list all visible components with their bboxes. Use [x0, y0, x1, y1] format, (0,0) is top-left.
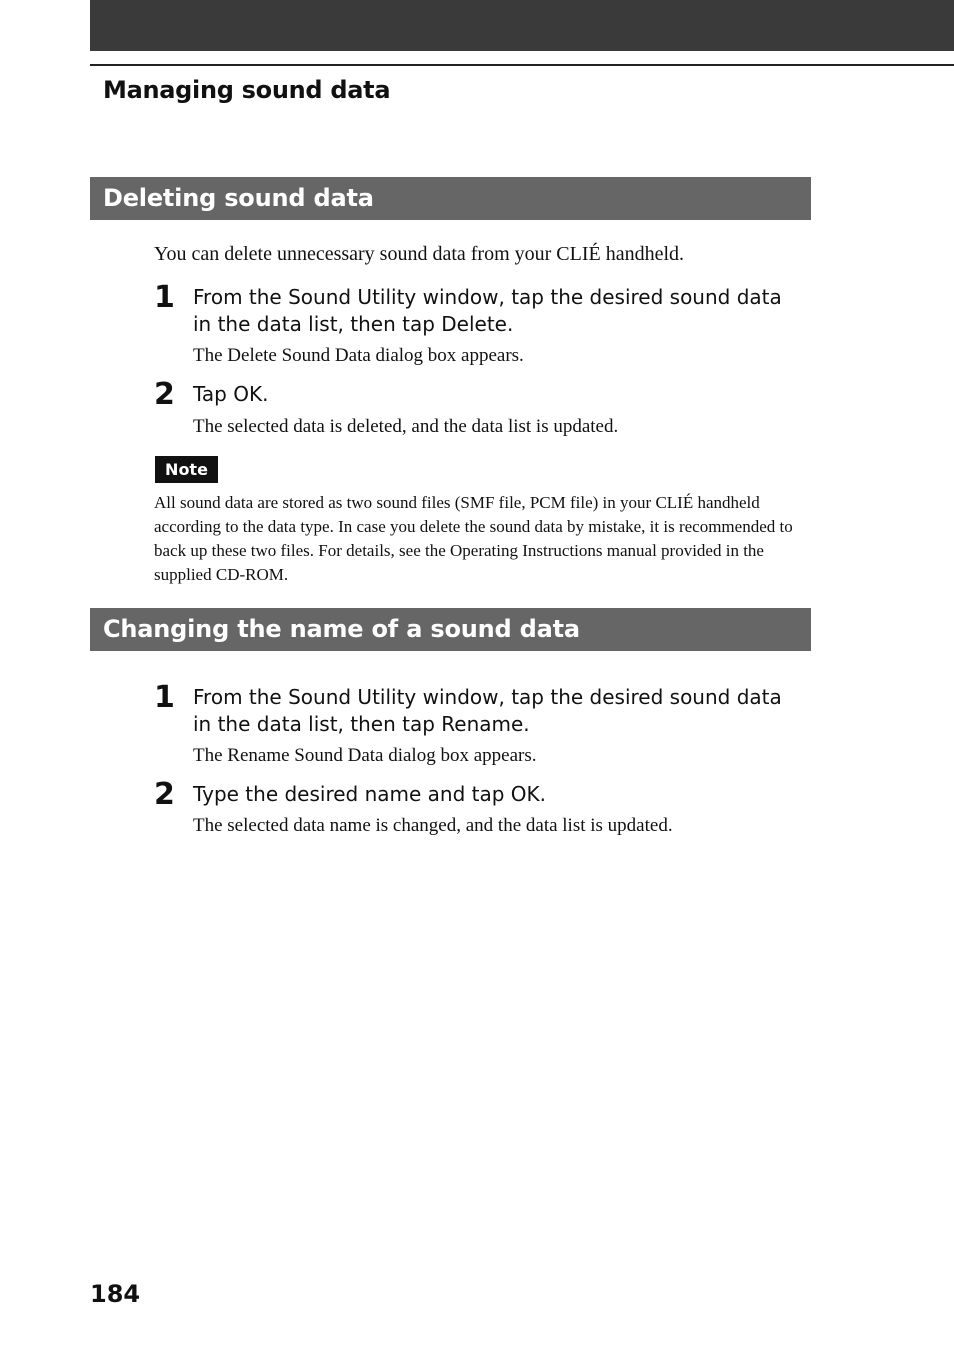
- step-number: 2: [154, 777, 175, 812]
- step-instruction: From the Sound Utility window, tap the desired sound data in the data list, then tap Rename.: [193, 685, 782, 736]
- header-rule: [90, 64, 954, 66]
- chapter-title: Managing sound data: [103, 76, 391, 104]
- page-number: 184: [90, 1280, 141, 1308]
- note-text: All sound data are stored as two sound files (SMF file, PCM file) in your CLIÉ handheld according to the data type. In case you delete the sound data by mistake, it is recommended to back up these two files. For details, see the Operating Instructions manual provided in the supplied CD-ROM.: [154, 493, 793, 584]
- note-badge: Note: [155, 456, 218, 483]
- step-result: The Delete Sound Data dialog box appears.: [193, 345, 524, 366]
- header-bar: [90, 0, 954, 51]
- step-number: 2: [154, 377, 175, 412]
- step-result: The Rename Sound Data dialog box appears.: [193, 745, 537, 766]
- step-number: 1: [154, 680, 175, 715]
- step-result: The selected data name is changed, and the data list is updated.: [193, 815, 673, 836]
- step-instruction: Tap OK.: [193, 382, 269, 406]
- section-intro: You can delete unnecessary sound data from your CLIÉ handheld.: [154, 243, 685, 265]
- step-number: 1: [154, 280, 175, 315]
- section-heading-renaming: Changing the name of a sound data: [90, 608, 811, 651]
- step-instruction: From the Sound Utility window, tap the desired sound data in the data list, then tap Delete.: [193, 285, 782, 336]
- step-result: The selected data is deleted, and the data list is updated.: [193, 416, 619, 437]
- section-heading-deleting: Deleting sound data: [90, 177, 811, 220]
- step-instruction: Type the desired name and tap OK.: [193, 782, 547, 806]
